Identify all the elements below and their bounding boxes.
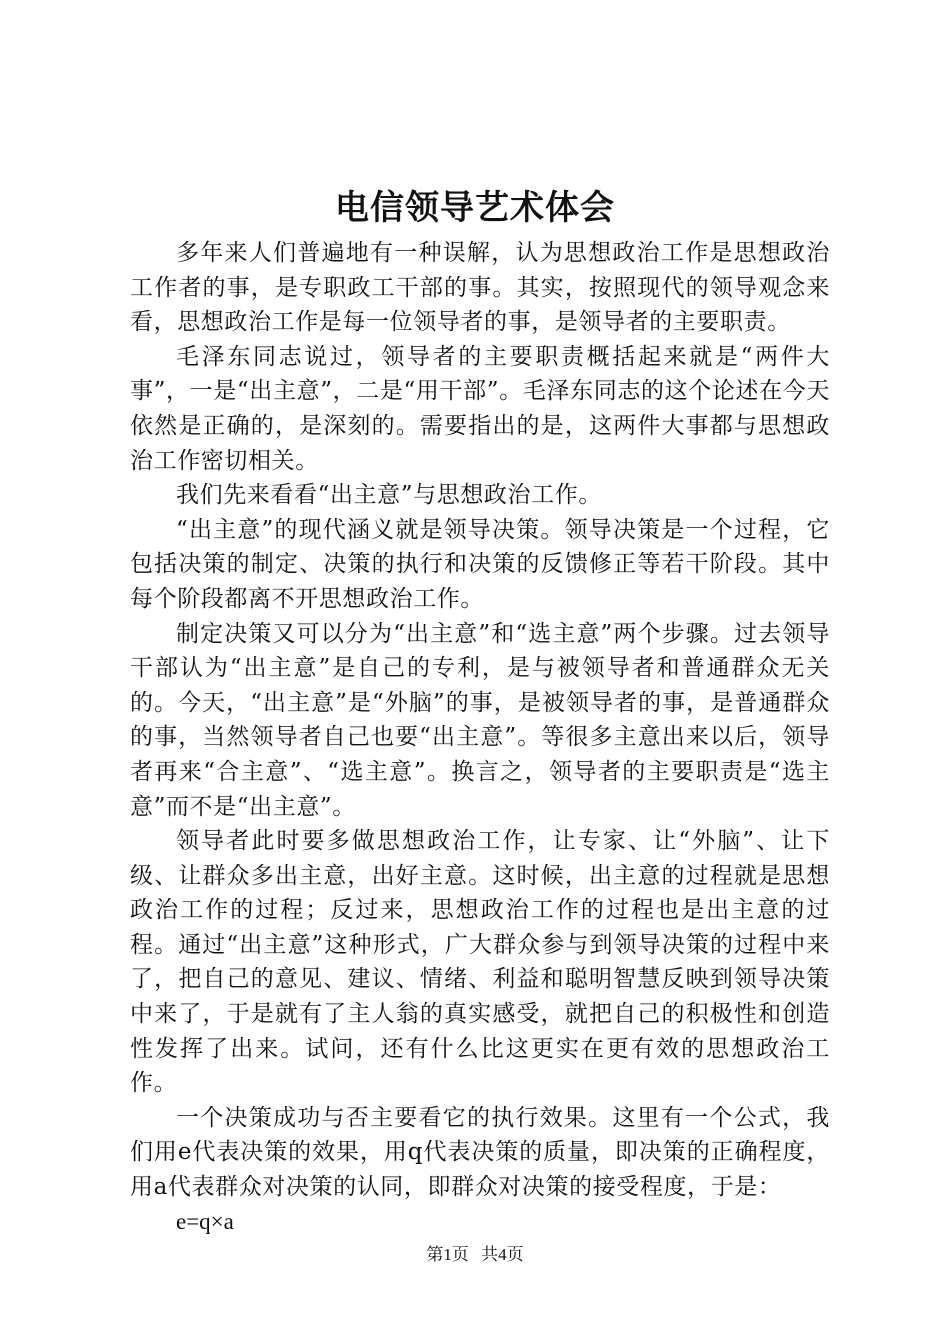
- formula: e=q×a: [176, 1208, 234, 1234]
- paragraph: 一个决策成功与否主要看它的执行效果。这里有一个公式，我们用e代表决策的效果，用q代表决策的质量，即决策的正确程度，用a代表群众对决策的认同，即群众对决策的接受程度，于是：: [130, 1104, 830, 1201]
- page-footer: [0, 1243, 950, 1267]
- paragraph: 领导者此时要多做思想政治工作，让专家、让“外脑”、让下级、让群众多出主意，出好主意。这时候，出主意的过程就是思想政治工作的过程；反过来，思想政治工作的过程也是出主意的过程。通过“出主意”这种形式，广大群众参与到领导决策的过程中来了，把自己的意见、建议、情绪、利益和聪明智慧反映到领导决策中来了，于是就有了主人翁的真实感受，就把自己的积极性和创造性发挥了出来。试问，还有什么比这更实在更有效的思想政治工作。: [130, 828, 830, 1097]
- paragraph: 多年来人们普遍地有一种误解，认为思想政治工作是思想政治工作者的事，是专职政工干部的事。其实，按照现代的领导观念来看，思想政治工作是每一位领导者的事，是领导者的主要职责。: [130, 240, 830, 336]
- paragraph: 我们先来看看“出主意”与思想政治工作。: [176, 482, 602, 509]
- page-total: 共4页: [481, 1245, 524, 1264]
- document-body: [130, 236, 830, 1239]
- paragraph: 毛泽东同志说过，领导者的主要职责概括起来就是“两件大事”，一是“出主意”，二是“用干部”。毛泽东同志的这个论述在今天依然是正确的，是深刻的。需要指出的是，这两件大事都与思想政治工作密切相关。: [130, 343, 830, 474]
- paragraph: 制定决策又可以分为“出主意”和“选主意”两个步骤。过去领导干部认为“出主意”是自己的专利，是与被领导者和普通群众无关的。今天，“出主意”是“外脑”的事，是被领导者的事，是普通群众的事，当然领导者自己也要“出主意”。等很多主意出来以后，领导者再来“合主意”、“选主意”。换言之，领导者的主要职责是“选主意”而不是“出主意”。: [130, 620, 830, 820]
- document-title: 电信领导艺术体会: [335, 188, 615, 228]
- paragraph: “出主意”的现代涵义就是领导决策。领导决策是一个过程，它包括决策的制定、决策的执行和决策的反馈修正等若干阶段。其中每个阶段都离不开思想政治工作。: [130, 516, 830, 612]
- page-number: 第1页: [426, 1245, 469, 1264]
